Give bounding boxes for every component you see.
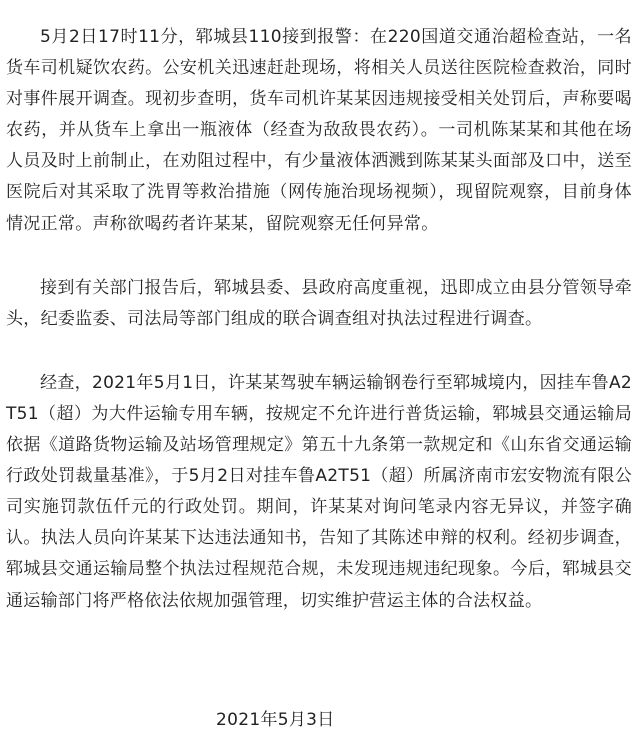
paragraph-spacer	[6, 617, 632, 705]
paragraph-spacer	[6, 240, 632, 273]
paragraph-investigation-team: 接到有关部门报告后，郓城县委、县政府高度重视，迅即成立由县分管领导牵头，纪委监委、司法局等部门组成的联合调查组对执法过程进行调查。	[6, 277, 632, 329]
paragraph-spacer	[6, 335, 632, 368]
paragraph-findings: 经查，2021年5月1日，许某某驾驶车辆运输钢卷行至郓城境内，因挂车鲁A2T51（超）为大件运输专用车辆，按规定不允许进行普货运输，郓城县交通运输局依据《道路货物运输及站场管理规定》第五十九条第一款规定和《山东省交通运输行政处罚裁量基准》，于5月2日对挂车鲁A2T51（超）所属济南市宏安物流有限公司实施罚款伍仟元的行政处罚。期间，许某某对询问笔录内容无异议，并签字确认。执法人员向许某某下达违法通知书，告知了其陈述申辩的权利。经初步调查，郓城县交通运输局整个执法过程规范合规，未发现违规违纪现象。今后，郓城县交通运输部门将严格依法依规加强管理，切实维护营运主体的合法权益。	[6, 372, 632, 611]
paragraph-incident-report: 5月2日17时11分，郓城县110接到报警：在220国道交通治超检查站，一名货车司机疑饮农药。公安机关迅速赶赴现场，将相关人员送往医院检查救治，同时对事件展开调查。现初步查明，货车司机许某某因违规接受相关处罚后，声称要喝农药，并从货车上拿出一瓶液体（经查为敌敌畏农药）。一司机陈某某和其他在场人员及时上前制止，在劝阻过程中，有少量液体洒溅到陈某某头面部及口中，送至医院后对其采取了洗胃等救治措施（网传施治现场视频），现留院观察，目前身体情况正常。声称欲喝药者许某某，留院观察无任何异常。	[6, 27, 632, 234]
document-date: 2021年5月3日	[216, 709, 335, 730]
